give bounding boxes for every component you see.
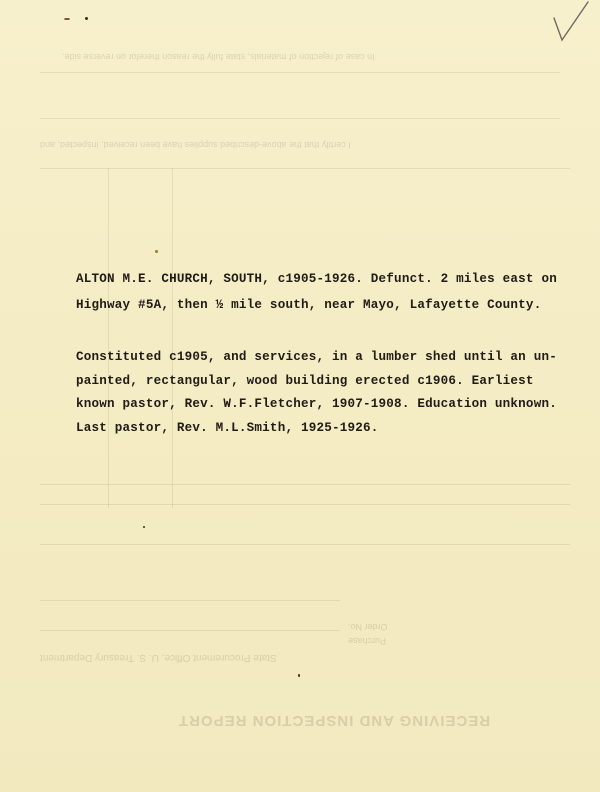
entry-body [76, 346, 557, 440]
bleed-line [40, 72, 560, 73]
check-mark-icon [548, 0, 592, 46]
bleed-text: Order No. [348, 622, 388, 632]
bleed-line [40, 484, 570, 485]
ink-speck [298, 674, 300, 677]
entry-body-line: Constituted c1905, and services, in a lumber shed until an un- [76, 350, 557, 364]
bleed-text: Purchase [348, 636, 387, 646]
bleed-form-title: RECEIVING AND INSPECTION REPORT [178, 712, 491, 729]
ink-speck [64, 18, 70, 20]
bleed-line [40, 504, 570, 505]
ink-speck [155, 250, 158, 253]
bleed-line [40, 168, 570, 169]
entry-heading-line-1: ALTON M.E. CHURCH, SOUTH, c1905-1926. Defunct. 2 miles east on [76, 272, 557, 286]
entry-heading-line-2: Highway #5A, then ½ mile south, near Mayo, Lafayette County. [76, 298, 542, 312]
bleed-line [40, 544, 570, 545]
entry-body-line: known pastor, Rev. W.F.Fletcher, 1907-1908. Education unknown. [76, 397, 557, 411]
bleed-vline [108, 168, 109, 508]
entry-body-line: painted, rectangular, wood building erected c1906. Earliest [76, 373, 534, 388]
bleed-vline [172, 168, 173, 508]
bleed-text: I certify that the above-described supplies have been received, inspected, and [40, 140, 351, 150]
entry-body-line: Last pastor, Rev. M.L.Smith, 1925-1926. [76, 420, 379, 435]
bleed-line [40, 630, 340, 631]
bleed-line [40, 600, 340, 601]
ink-speck [143, 526, 145, 528]
bleed-text: In case of rejection of materials, state fully the reason therefor on reverse side. [62, 52, 375, 62]
ink-speck [85, 17, 88, 20]
bleed-line [40, 118, 560, 119]
bleed-text: State Procurement Office, U. S. Treasury Department [40, 652, 277, 663]
